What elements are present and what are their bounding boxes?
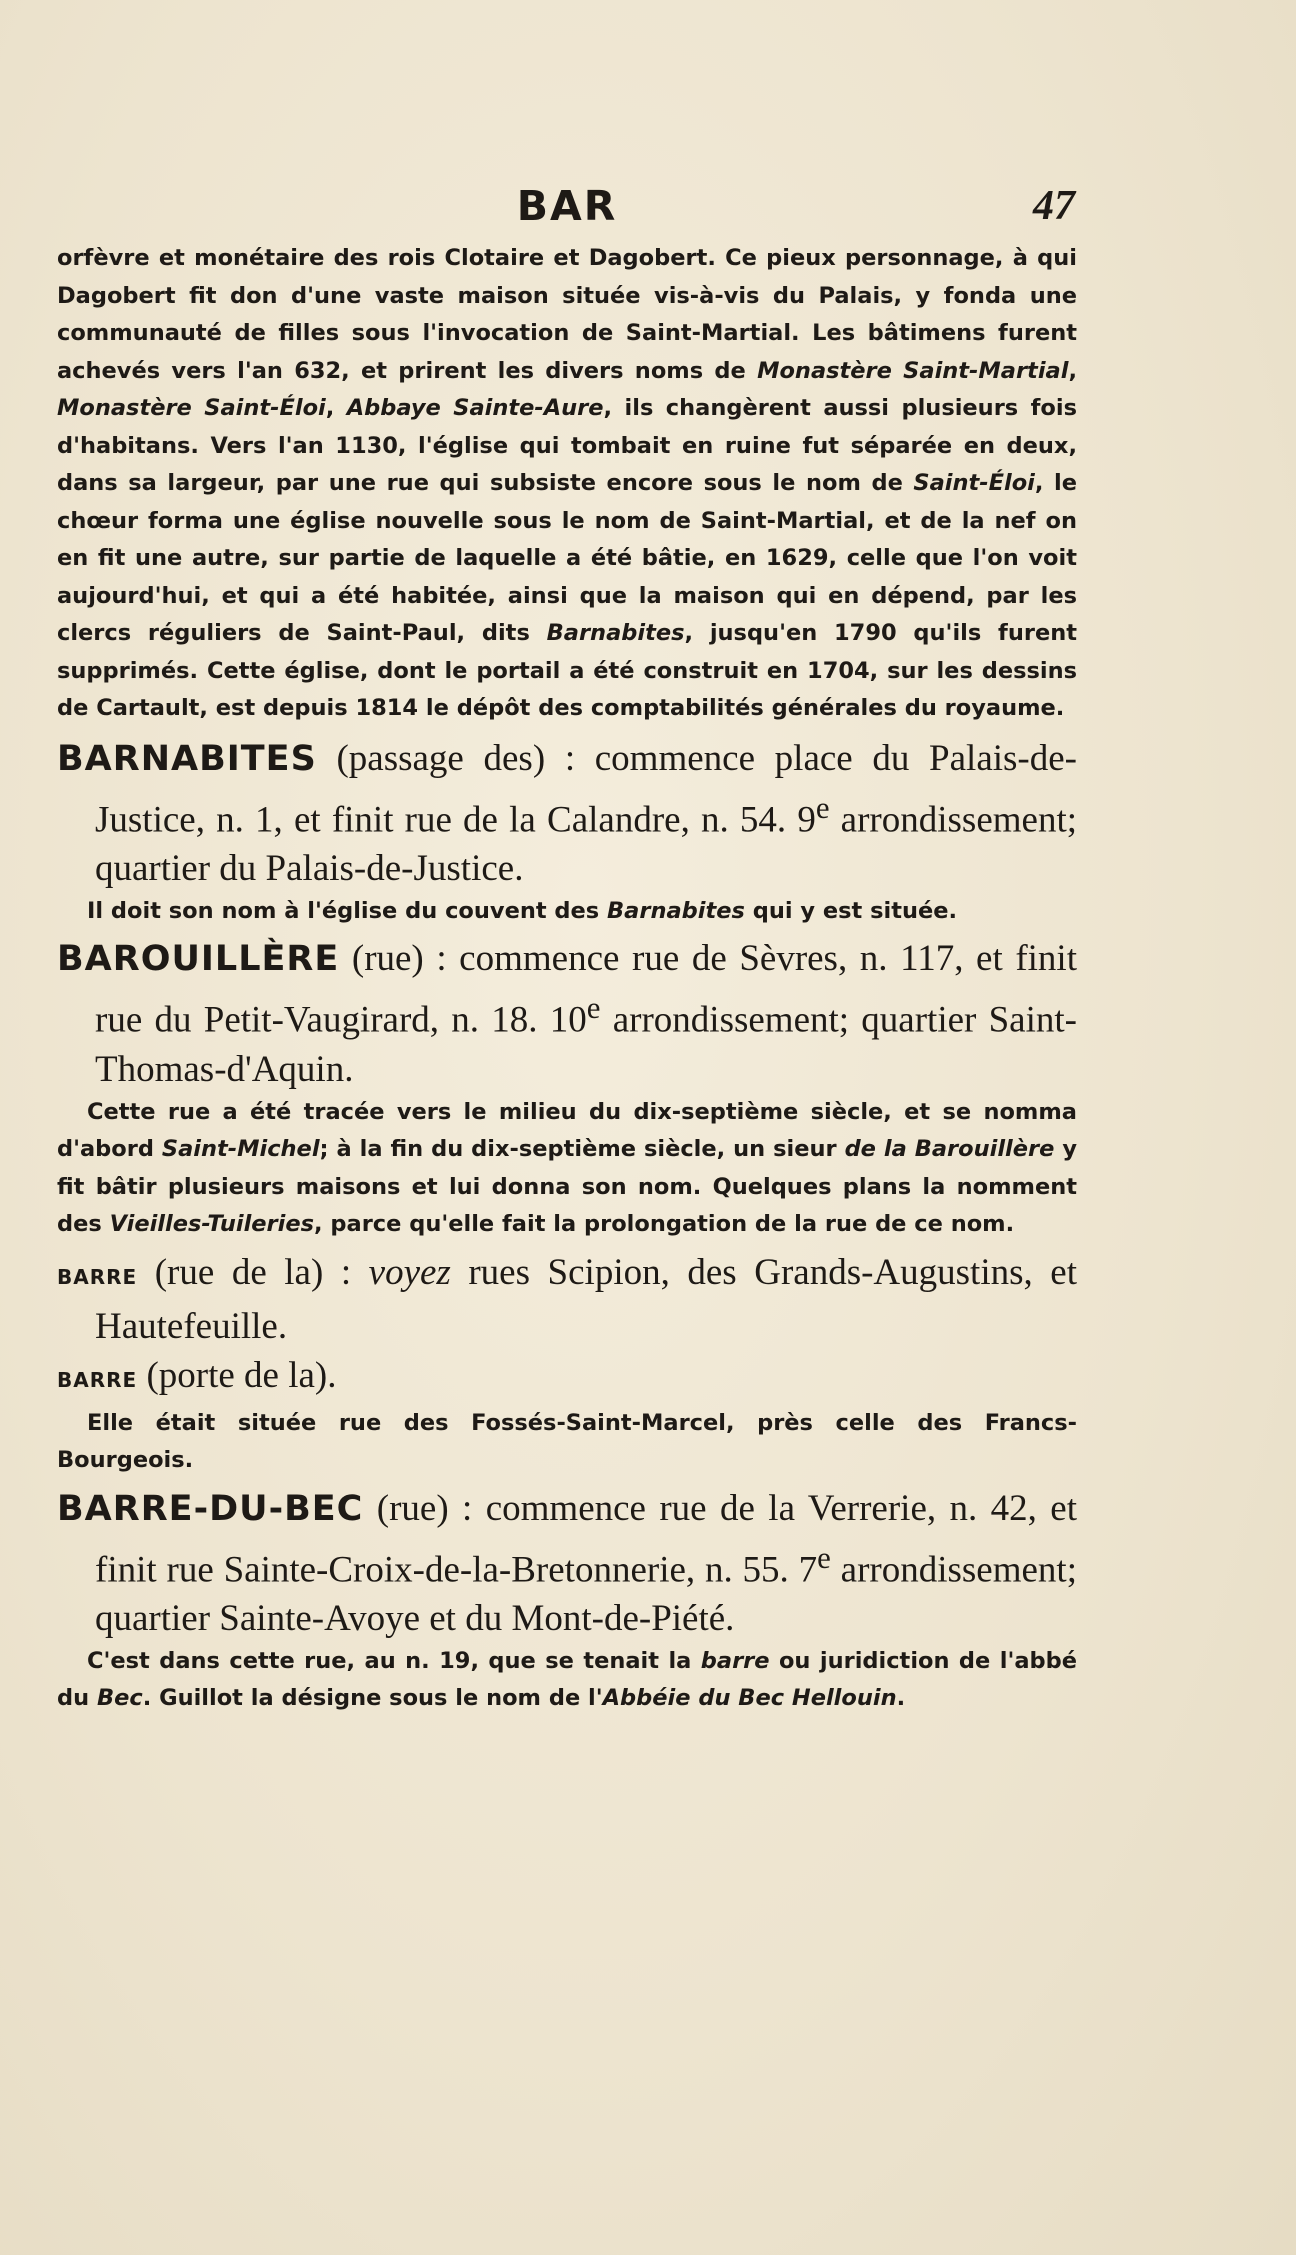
entry-heading: BARRE [57,1367,138,1392]
entry-barre-rue: BARRE (rue de la) : voyez rues Scipion, des Grands-Augustins, et Hautefeuille. [57,1251,1077,1347]
entry-heading: BARRE [57,1264,138,1289]
note-barre-du-bec: C'est dans cette rue, au n. 19, que se tenait la barre ou juridiction de l'abbé du Bec. Guillot la désigne sous le nom de l'Abbéie du Bec Hellouin. [57,1647,1077,1712]
page-number: 47 [1033,183,1075,229]
entry-barnabites: BARNABITES (passage des) : commence place du Palais-de-Justice, n. 1, et finit rue de la Calandre, n. 54. 9e arrondissement; quartier du Palais-de-Justice. [57,737,1078,889]
note-barouillere: Cette rue a été tracée vers le milieu du dix-septième siècle, et se nomma d'abord Saint-Michel; à la fin du dix-septième siècle, un sieur de la Barouillère y fit bâtir plusieurs maisons et lui donna son nom. Quelques plans la nomment des Vieilles-Tuileries, parce qu'elle fait la prolongation de la rue de ce nom. [57,1098,1077,1238]
entry-barre-du-bec: BARRE-DU-BEC (rue) : commence rue de la Verrerie, n. 42, et finit rue Sainte-Croix-de-la-Bretonnerie, n. 55. 7e arrondissement; quartier Sainte-Avoye et du Mont-de-Piété. [57,1487,1077,1639]
entry-heading: BARRE-DU-BEC [57,1488,364,1529]
note-barre-porte: Elle était située rue des Fossés-Saint-Marcel, près celle des Francs-Bourgeois. [57,1409,1077,1474]
intro-paragraph: orfèvre et monétaire des rois Clotaire et Dagobert. Ce pieux personnage, à qui Dagobert fit don d'une vaste maison située vis-à-vis du Palais, y fonda une communauté de filles sous l'invocation de Saint-Martial. Les bâtimens furent achevés vers l'an 632, et prirent les divers noms de Monastère Saint-Martial, Monastère Saint-Éloi, Abbaye Sainte-Aure, ils changèrent aussi plusieurs fois d'habitans. Vers l'an 1130, l'église qui tombait en ruine fut séparée en deux, dans sa largeur, par une rue qui subsiste encore sous le nom de Saint-Éloi, le chœur forma une église nouvelle sous le nom de Saint-Martial, et de la nef on en fit une autre, sur partie de laquelle a été bâtie, en 1629, celle que l'on voit aujourd'hui, et qui a été habitée, ainsi que la maison qui en dépend, par les clercs réguliers de Saint-Paul, dits Barnabites, jusqu'en 1790 qu'ils furent supprimés. Cette église, dont le portail a été construit en 1704, sur les dessins de Cartault, est depuis 1814 le dépôt des comptabilités générales du royaume. [57,245,1077,721]
page [57,180,1077,1718]
entry-barre-porte: BARRE (porte de la). [57,1354,337,1396]
note-barnabites: Il doit son nom à l'église du couvent des Barnabites qui y est située. [87,897,958,924]
entry-barouillere: BAROUILLÈRE (rue) : commence rue de Sèvres, n. 117, et finit rue du Petit-Vaugirard, n. 18. 10e arrondissement; quartier Saint-Thomas-d'Aquin. [57,938,1077,1090]
running-head [57,180,1077,240]
entry-heading: BAROUILLÈRE [57,939,340,980]
page-header-title: BAR [516,182,618,230]
entry-heading: BARNABITES [57,738,317,779]
